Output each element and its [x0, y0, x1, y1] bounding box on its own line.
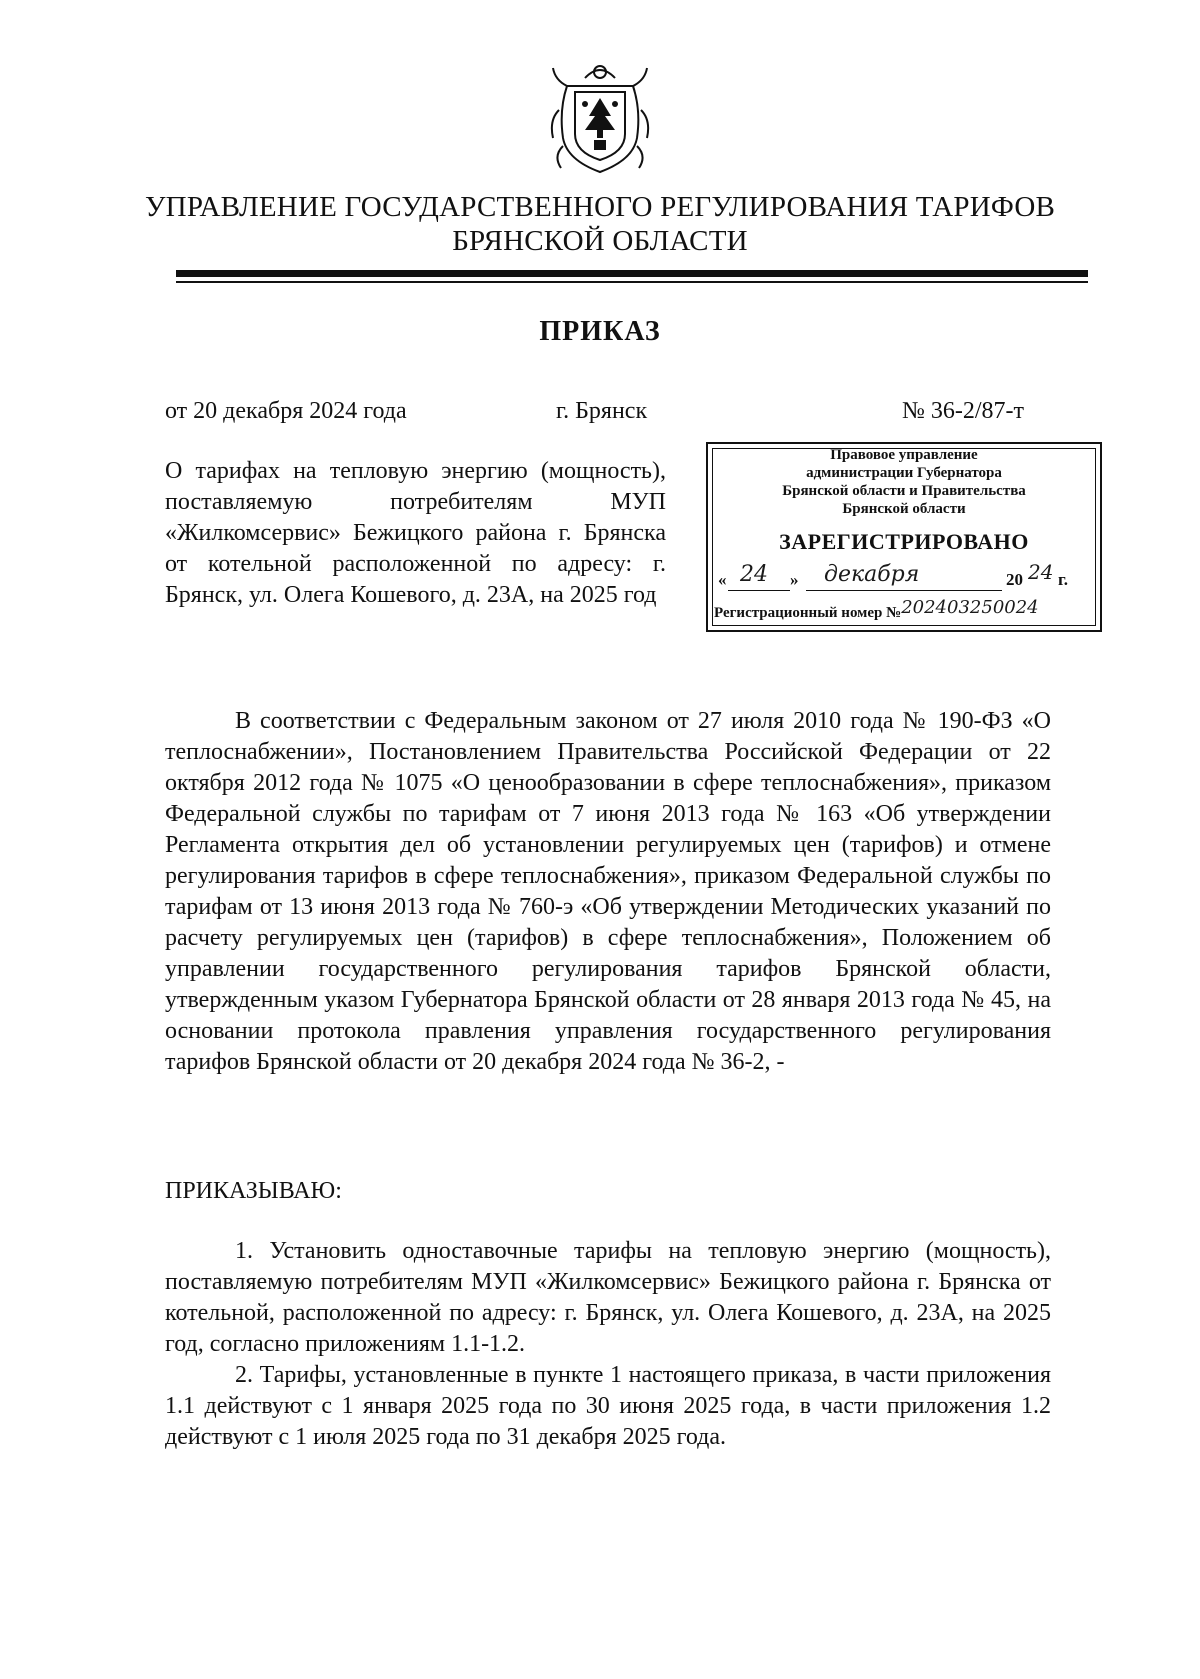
order-items	[165, 1236, 1051, 1453]
stamp-org-line1: Правовое управление	[830, 447, 978, 463]
stamp-registration	[714, 597, 1092, 622]
stamp-month-underline	[806, 590, 1002, 591]
stamp-year-handwritten: 24	[1028, 560, 1054, 584]
preamble-text: В соответствии с Федеральным законом от 27 июля 2010 года № 190-ФЗ «О теплоснабжении», Постановлением Правительства Российской Федерации от 22 октября 2012 года № 1075 «О ценообразовании в сфере теплоснабжения», приказом Федеральной службы по тарифам от 7 июня 2013 года № 163 «Об утверждении Регламента открытия дел об установлении регулируемых цен (тарифов) и отмене регулирования тарифов в сфере теплоснабжения», приказом Федеральной службы по тарифам от 13 июня 2013 года № 760-э «Об утверждении Методических указаний по расчету регулируемых цен (тарифов) в сфере теплоснабжения», Положением об управлении государственного регулирования тарифов Брянской области, утвержденным указом Губернатора Брянской области от 28 января 2013 года № 45, на основании протокола правления управления государственного регулирования тарифов Брянской области от 20 декабря 2024 года № 36-2, -	[165, 708, 1051, 1075]
order-item-2: 2. Тарифы, установленные в пункте 1 настоящего приказа, в части приложения 1.1 действуют с 1 января 2025 года по 30 июня 2025 года, в части приложения 1.2 действуют с 1 июля 2025 года по 31 декабря 2025 года.	[165, 1362, 1051, 1450]
stamp-org-line4: Брянской области	[842, 501, 966, 517]
decree-heading: ПРИКАЗЫВАЮ:	[165, 1178, 342, 1204]
document-type: ПРИКАЗ	[539, 316, 661, 347]
header-rule-thin	[176, 281, 1088, 283]
stamp-status: ЗАРЕГИСТРИРОВАНО	[779, 529, 1029, 554]
order-item-1: 1. Установить одноставочные тарифы на тепловую энергию (мощность), поставляемую потребителям МУП «Жилкомсервис» Бежицкого района г. Брянска от котельной, расположенной по адресу: г. Брянск, ул. Олега Кошевого, д. 23А, на 2025 год, согласно приложениям 1.1-1.2.	[165, 1238, 1051, 1357]
document-city: г. Брянск	[556, 398, 648, 424]
stamp-quote-close: »	[790, 570, 799, 589]
preamble-paragraph	[165, 706, 1051, 1078]
stamp-quote-open: «	[718, 570, 727, 589]
coat-of-arms-icon	[545, 60, 655, 178]
stamp-reg-number-handwritten: 202403250024	[901, 597, 1039, 618]
stamp-org-line3: Брянской области и Правительства	[782, 483, 1026, 499]
document-number: № 36-2/87-т	[902, 398, 1025, 424]
agency-name	[100, 190, 1100, 258]
stamp-organization	[708, 446, 1100, 518]
header-rule-thick	[176, 270, 1088, 277]
document-subject: О тарифах на тепловую энергию (мощность), поставляемую потребителям МУП «Жилкомсервис» Бежицкого района г. Брянска от котельной расположенной по адресу: г. Брянск, ул. Олега Кошевого, д. 23А, на 2025 год	[165, 458, 666, 608]
agency-name-line1: УПРАВЛЕНИЕ ГОСУДАРСТВЕННОГО РЕГУЛИРОВАНИЯ ТАРИФОВ	[144, 191, 1056, 223]
registration-stamp	[706, 442, 1102, 632]
stamp-org-line2: администрации Губернатора	[806, 465, 1002, 481]
document-date: от 20 декабря 2024 года	[165, 398, 407, 424]
stamp-month-handwritten: декабря	[824, 562, 920, 587]
stamp-year-prefix: 20	[1006, 570, 1023, 589]
stamp-day-underline	[728, 590, 790, 591]
stamp-reg-label: Регистрационный номер №	[714, 605, 902, 621]
stamp-year-mark: г.	[1058, 570, 1069, 589]
stamp-day-handwritten: 24	[740, 562, 768, 587]
agency-name-line2: БРЯНСКОЙ ОБЛАСТИ	[452, 225, 748, 257]
stamp-date	[714, 560, 1086, 596]
